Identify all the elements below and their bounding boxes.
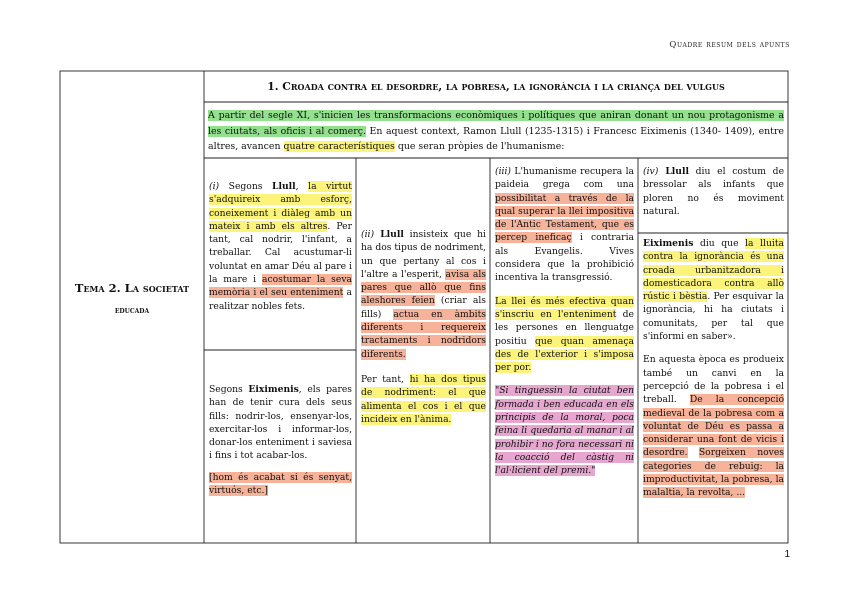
roman-ii: (ii) (361, 229, 375, 240)
author-llull: Llull (658, 166, 689, 177)
eiximenis-pares-text (209, 383, 352, 497)
highlight-ambits: actua en àmbits diferents i requereix tractaments i nodridors diferents. (361, 308, 486, 360)
txt: L'humanisme recupera la paideia grega com una (495, 166, 634, 191)
highlight-llei: La llei és més efectiva quan s'inscriu en l'enteniment (495, 295, 634, 320)
txt: . Per esquivar la ignorància, hi ha ciutats i comunitats, per tal que s'informi en saber». (643, 291, 784, 343)
author-llull: Llull (374, 229, 404, 240)
eiximenis-ignorancia-text (643, 237, 784, 500)
txt: Segons (209, 384, 249, 395)
txt (688, 447, 699, 458)
txt: i contraria als Evangelis. Vives considera que la prohibició incentiva la transgressió. (495, 232, 634, 284)
section-title: 1. Croada contra el desordre, la pobresa, la ignorància i la criança del vulgus (267, 80, 725, 93)
tema-subtitle: educada (114, 305, 150, 317)
author-llull: Llull (272, 181, 296, 192)
txt: insisteix que hi ha dos tipus de nodriment, un que pertany al cos i l'altre a l'esperit, (361, 229, 487, 280)
author-eiximenis: Eiximenis (248, 384, 299, 395)
txt: de les persones en llenguatge positiu (495, 308, 634, 347)
roman-iv: (iv) (643, 166, 659, 177)
highlight-memoria: acostumar la seva memòria i el seu enteniment (209, 274, 352, 299)
highlight-croada: la lluita contra la ignorància és una croada urbanitzadora i domesticadora contra allò rústic i bèstia (643, 238, 784, 303)
intro-highlight-2: quatre característiques (283, 141, 395, 152)
intro-text (208, 108, 784, 155)
tema-title: Tema 2. La societat (74, 281, 190, 295)
highlight-paideia: possibilitat a través de la qual superar la llei impositiva de l'Antic Testament, que es percep ineficaç (495, 192, 634, 244)
txt: Segons (219, 181, 273, 192)
highlight-avisa: avisa als pares que allò que fins aleshores feien (361, 268, 486, 307)
highlight-amenaca: que quan amenaça des de l'exterior i s'imposa per por. (495, 335, 634, 374)
highlight-rebuig: Sorgeixen noves categories de rebuig: la improductivitat, la pobresa, la malaltia, la revolta, ... (643, 447, 784, 499)
txt: diu que (693, 238, 746, 249)
txt: diu el costum de bressolar als infants que ploren no és moviment natural. (643, 166, 785, 217)
intro-text-3: que seran pròpies de l'humanisme: (394, 141, 565, 152)
txt: Per tant, (361, 373, 410, 385)
tema-cell (64, 282, 200, 318)
txt: . Per tant, cal nodrir, l'infant, a treballar. Cal acustumar-li voluntat en amar Déu al pare i la mare i (209, 220, 352, 286)
roman-iii: (iii) (495, 166, 511, 177)
page-header: Quadre resum dels apunts (669, 40, 790, 50)
txt: En aquesta època es produeix també un canvi en la percepció de la pobresa i el treball. (643, 354, 784, 406)
txt: a realitzar nobles fets. (209, 287, 352, 312)
humanisme-paideia-text (495, 165, 634, 478)
quote-ciutat: "Si tinguessin la ciutat ben formada i ben educada en els principis de la moral, poca feina li quedaria al manar i al prohibir i no fora necessari ni la coacció del càstig ni l'al·licient del premi." (495, 385, 634, 477)
highlight-pobresa: De la concepció medieval de la pobresa com a voluntat de Déu es passa a considerar una font de vicis i desordre. (643, 394, 784, 459)
llull-nodriment-text (361, 228, 486, 426)
txt: , els pares han de tenir cura dels seus fills: nodrir-los, ensenyar-los, exercitar-los i informar-los, donar-los enteniment i saviesa i fins i tot acabar-los. (209, 384, 352, 462)
highlight-nodriment: hi ha dos tipus de nodriment: el que alimenta el cos i el que incideix en l'ànima. (361, 373, 486, 425)
highlight-acabat: [hom és acabat si és senyat, virtuós, etc.] (209, 471, 352, 497)
txt: (criar als fills) (361, 295, 486, 320)
txt: , (295, 181, 309, 192)
author-eiximenis: Eiximenis (643, 238, 694, 249)
page-number: 1 (784, 549, 790, 560)
intro-highlight: A partir del segle XI, s'inicien les transformacions econòmiques i polítiques que aniran donant un nou protagonisme a les ciutats, als oficis i al comerç. (208, 110, 784, 137)
roman-i: (i) (209, 181, 220, 192)
llull-bressolar-text (643, 165, 784, 218)
llull-virtut-text (209, 180, 352, 313)
intro-text-2: En aquest context, Ramon Llull (1235-1315) i Francesc Eiximenis (1340- 1409), entre altres, avancen (208, 125, 784, 152)
highlight-virtut: la virtut s'adquireix amb esforç, coneixement i diàleg amb un mateix i amb els altres (209, 181, 352, 232)
